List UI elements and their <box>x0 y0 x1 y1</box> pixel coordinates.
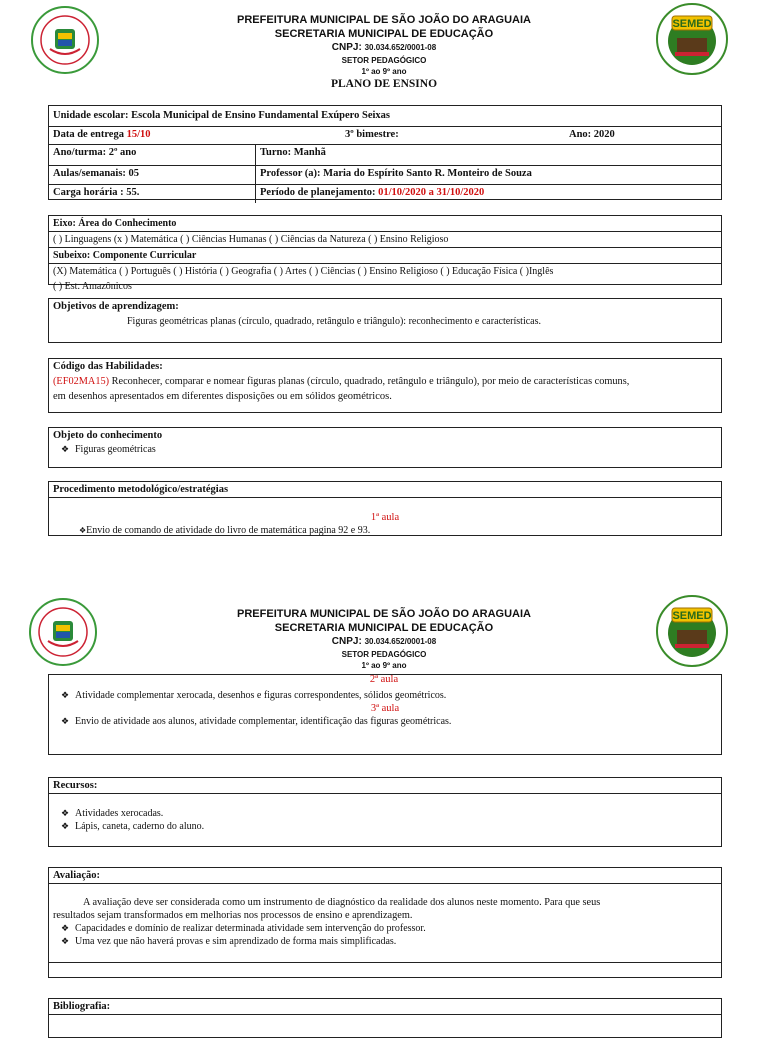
eixo-box <box>48 215 722 292</box>
habilidades-box <box>48 358 722 413</box>
periodo-planejamento: Período de planejamento: 01/10/2020 a 31/10/2020 <box>260 187 485 198</box>
aula-2-label: 2ª aula <box>369 674 399 685</box>
recursos-title: Recursos: <box>49 778 721 794</box>
header-anos: 1º ao 9º ano <box>361 67 407 76</box>
ano-turma: Ano/turma: 2º ano <box>49 145 256 165</box>
professor: Professor (a): Maria do Espírito Santo R. Monteiro de Souza <box>260 168 532 179</box>
avaliacao-box <box>48 867 722 978</box>
aulas-semanais: Aulas/semanais: 05 <box>49 166 256 184</box>
avaliacao-title: Avaliação: <box>49 868 721 884</box>
objetivos-title: Objetivos de aprendizagem: <box>53 301 179 312</box>
header-setor: SETOR PEDAGÓGICO <box>341 650 427 659</box>
avaliacao-paragraph <box>49 884 721 922</box>
avaliacao-para-2: resultados sejam transformados em melhorias nos processos de ensino e aprendizagem. <box>53 910 413 921</box>
procedimento-continued-box <box>48 674 722 755</box>
aula-3-text: ❖ Envio de atividade aos alunos, atividade complementar, identificação das figuras geométricas. <box>49 715 721 728</box>
data-entrega: Data de entrega 15/10 <box>53 129 151 140</box>
header-setor: SETOR PEDAGÓGICO <box>341 56 427 65</box>
objeto-box <box>48 427 722 468</box>
carga-horaria: Carga horária : 55. <box>49 185 256 203</box>
objetivos-box <box>48 298 722 343</box>
unidade-escolar: Unidade escolar: Escola Municipal de Ensino Fundamental Exúpero Seixas <box>53 110 391 121</box>
aula-3-label: 3ª aula <box>370 703 400 714</box>
avaliacao-divider <box>49 962 721 963</box>
habilidades-text-2: em desenhos apresentados em diferentes disposições ou em sólidos geométricos. <box>53 391 392 402</box>
header-prefeitura: PREFEITURA MUNICIPAL DE SÃO JOÃO DO ARAGUAIA <box>237 608 531 620</box>
aula-1-text: ❖Envio de comando de atividade do livro de matemática pagina 92 e 93. <box>79 525 371 536</box>
eixo-title: Eixo: Área do Conhecimento <box>49 216 721 232</box>
recursos-box <box>48 777 722 847</box>
avaliacao-item-2: ❖ Uma vez que não haverá provas e sim aprendizado de forma mais simplificadas. <box>49 935 721 948</box>
page1-header <box>0 13 768 92</box>
aula-2-text: ❖ Atividade complementar xerocada, desenhos e figuras correspondentes, sólidos geométricos. <box>49 689 721 702</box>
info-table <box>48 105 722 200</box>
turno: Turno: Manhã <box>260 147 326 158</box>
plano-de-ensino-title: PLANO DE ENSINO <box>330 78 438 90</box>
header-anos: 1º ao 9º ano <box>361 661 407 670</box>
objetivos-text: Figuras geométricas planas (círculo, quadrado, retângulo e triângulo): reconhecimento e características. <box>127 316 541 327</box>
svg-text:SEMED: SEMED <box>672 610 712 622</box>
aula-1-label: 1ª aula <box>370 512 400 523</box>
bibliografia-title: Bibliografia: <box>49 999 721 1015</box>
header-secretaria: SECRETARIA MUNICIPAL DE EDUCAÇÃO <box>274 28 494 40</box>
svg-text:SEMED: SEMED <box>672 18 712 30</box>
page2-header <box>0 607 768 671</box>
bibliografia-box <box>48 998 722 1038</box>
ano: Ano: 2020 <box>569 129 615 140</box>
objeto-item: ❖ Figuras geométricas <box>49 443 721 456</box>
habilidades-title: Código das Habilidades: <box>53 361 163 372</box>
header-cnpj: CNPJ: 30.034.652/0001-08 <box>331 636 437 647</box>
objeto-title: Objeto do conhecimento <box>53 430 163 441</box>
avaliacao-item-1: ❖ Capacidades e domínio de realizar determinada atividade sem intervenção do professor. <box>49 922 721 935</box>
recursos-item-1: ❖ Atividades xerocadas. <box>49 807 721 820</box>
procedimento-title: Procedimento metodológico/estratégias <box>49 482 721 498</box>
recursos-item-2: ❖ Lápis, caneta, caderno do aluno. <box>49 820 721 833</box>
header-secretaria: SECRETARIA MUNICIPAL DE EDUCAÇÃO <box>274 622 494 634</box>
procedimento-box <box>48 481 722 536</box>
componente-options: (X) Matemática ( ) Português ( ) História ( ) Geografia ( ) Artes ( ) Ciências ( ) Ensino Religioso ( ) Educação Física ( )Inglês <box>53 266 554 277</box>
subeixo-title: Subeixo: Componente Curricular <box>49 248 721 264</box>
avaliacao-para-1: A avaliação deve ser considerada como um instrumento de diagnóstico da realidade dos alunos neste momento. Para que seus <box>83 897 601 908</box>
habilidades-text-1: (EF02MA15) Reconhecer, comparar e nomear figuras planas (círculo, quadrado, retângulo e triângulo), por meio de características comuns, <box>53 376 630 387</box>
componente-options-2: ( ) Est. Amazônicos <box>53 281 132 292</box>
header-prefeitura: PREFEITURA MUNICIPAL DE SÃO JOÃO DO ARAGUAIA <box>237 14 531 26</box>
header-cnpj: CNPJ: 30.034.652/0001-08 <box>331 42 437 53</box>
eixo-options: ( ) Linguagens (x ) Matemática ( ) Ciências Humanas ( ) Ciências da Natureza ( ) Ensino Religioso <box>49 232 721 248</box>
bimestre: 3º bimestre: <box>345 129 399 140</box>
